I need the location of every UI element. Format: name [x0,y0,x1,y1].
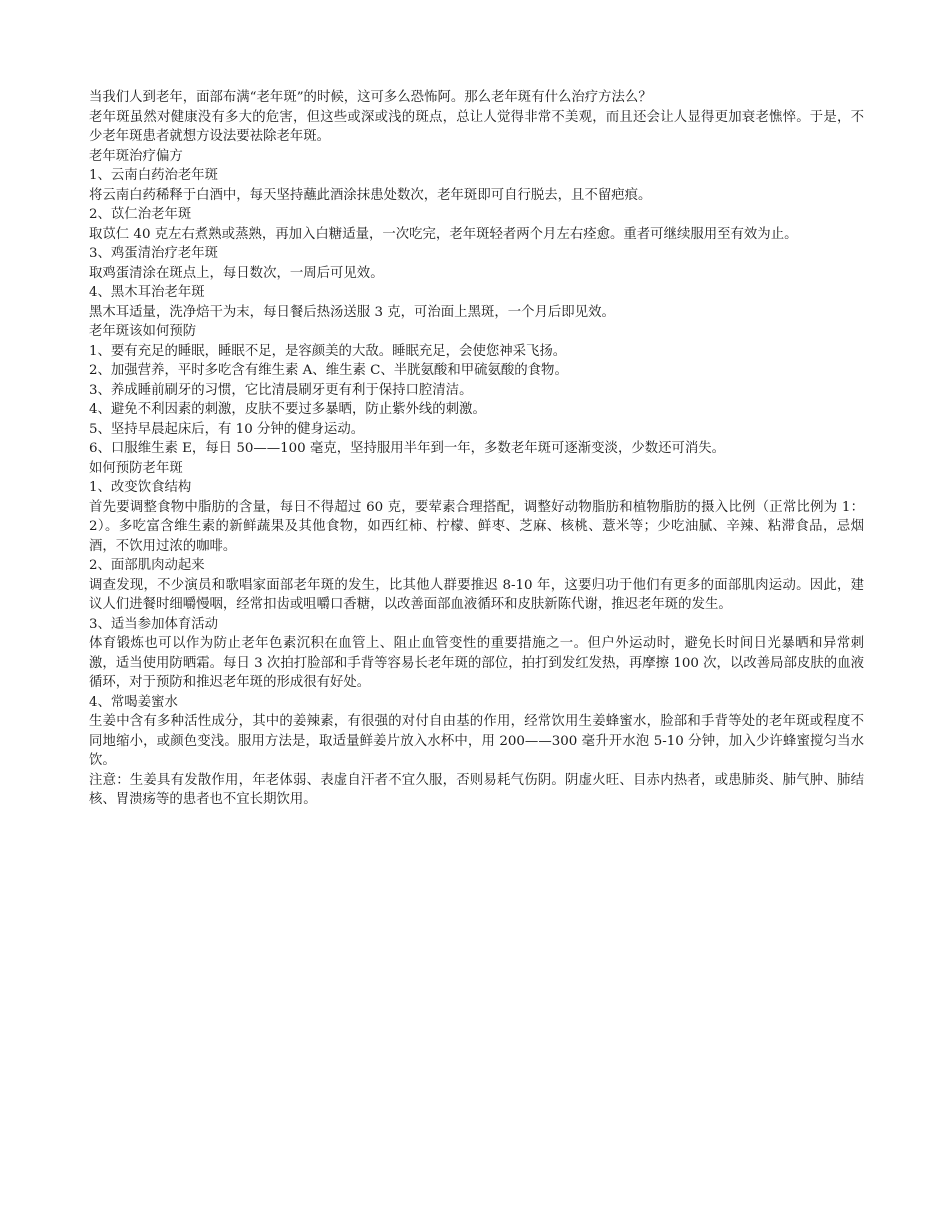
prevention-item-sleep: 1、要有充足的睡眠，睡眠不足，是容颜美的大敌。睡眠充足，会使您神采飞扬。 [89,343,567,359]
section-heading-how-to-prevent: 如何预防老年斑 [89,460,183,476]
prevention-item-exercise: 5、坚持早晨起床后，有 10 分钟的健身运动。 [89,421,365,437]
method-heading-diet: 1、改变饮食结构 [89,480,192,495]
caution-note: 注意：生姜具有发散作用，年老体弱、表虚自汗者不宜久服，否则易耗气伤阴。阴虚火旺、目赤内热者，或患肺炎、肺气肿、肺结核、胃溃疡等的患者也不宜长期饮用。 [89,772,864,807]
remedy-text-black-fungus: 黑木耳适量，洗净焙干为末，每日餐后热汤送服 3 克，可治面上黑斑，一个月后即见效。 [89,304,615,320]
remedy-heading-egg-white: 3、鸡蛋清治疗老年斑 [89,246,219,261]
intro-paragraph-1: 当我们人到老年，面部布满“老年斑”的时候，这可多么恐怖阿。那么老年斑有什么治疗方法么？ [89,90,652,105]
remedy-heading-yiren: 2、苡仁治老年斑 [89,207,192,222]
prevention-item-vitamin-e: 6、口服维生素 E，每日 50——100 毫克，坚持服用半年到一年，多数老年斑可逐渐变淡，少数还可消失。 [89,441,726,456]
remedy-text-yiren: 取苡仁 40 克左右煮熟或蒸熟，再加入白糖适量，一次吃完，老年斑轻者两个月左右痊愈。重者可继续服用至有效为止。 [89,226,798,242]
remedy-text-egg-white: 取鸡蛋清涂在斑点上，每日数次，一周后可见效。 [89,265,384,281]
remedy-text-yunnan-baiyao: 将云南白药稀释于白酒中，每天坚持蘸此酒涂抹患处数次，老年斑即可自行脱去，且不留疤痕。 [89,187,652,203]
prevention-item-sun: 4、避免不利因素的刺激，皮肤不要过多暴晒，防止紫外线的刺激。 [89,402,486,417]
section-heading-treatment: 老年斑治疗偏方 [89,148,183,164]
method-text-sports: 体育锻炼也可以作为防止老年色素沉积在血管上、阻止血管变性的重要措施之一。但户外运动时，避免长时间日光暴晒和异常刺激，适当使用防晒霜。每日 3 次拍打脸部和手背等容易长老年斑的部位，拍打到发红发热，再摩擦 100 次，以改善局部皮肤的血液循环，对于预防和推迟老年斑的形成很有好处。 [89,636,864,690]
method-heading-facial-muscles: 2、面部肌肉动起来 [89,558,205,573]
method-heading-sports: 3、适当参加体育活动 [89,616,219,632]
remedy-heading-yunnan-baiyao: 1、云南白药治老年斑 [89,168,219,183]
prevention-item-nutrition: 2、加强营养，平时多吃含有维生素 A、维生素 C、半胱氨酸和甲硫氨酸的食物。 [89,363,568,378]
remedy-heading-black-fungus: 4、黑木耳治老年斑 [89,285,205,300]
document-body [89,88,864,810]
method-text-ginger-honey: 生姜中含有多种活性成分，其中的姜辣素，有很强的对付自由基的作用，经常饮用生姜蜂蜜水，脸部和手背等处的老年斑或程度不同地缩小，或颜色变浅。服用方法是，取适量鲜姜片放入水杯中，用 200——300 毫升开水泡 5-10 分钟，加入少许蜂蜜搅匀当水饮。 [89,714,864,768]
prevention-item-brushing: 3、养成睡前刷牙的习惯，它比清晨刷牙更有利于保持口腔清洁。 [89,382,473,398]
section-heading-prevention: 老年斑该如何预防 [89,324,197,339]
method-heading-ginger-honey: 4、常喝姜蜜水 [89,694,178,710]
method-text-diet: 首先要调整食物中脂肪的含量，每日不得超过 60 克，要荤素合理搭配，调整好动物脂肪和植物脂肪的摄入比例（正常比例为 1：2）。多吃富含维生素的新鲜蔬果及其他食物，如西红柿、柠檬、鲜枣、芝麻、核桃、薏米等；少吃油腻、辛辣、粘滞食品，忌烟酒，不饮用过浓的咖啡。 [89,499,864,554]
method-text-facial-muscles: 调查发现，不少演员和歌唱家面部老年斑的发生，比其他人群要推迟 8-10 年，这要归功于他们有更多的面部肌肉运动。因此，建议人们进餐时细嚼慢咽，经常扣齿或咀嚼口香糖，以改善面部血液循环和皮肤新陈代谢，推迟老年斑的发生。 [89,577,864,612]
intro-paragraph-2: 老年斑虽然对健康没有多大的危害，但这些或深或浅的斑点，总让人觉得非常不美观，而且还会让人显得更加衰老憔悴。于是，不少老年斑患者就想方设法要祛除老年斑。 [89,109,864,144]
